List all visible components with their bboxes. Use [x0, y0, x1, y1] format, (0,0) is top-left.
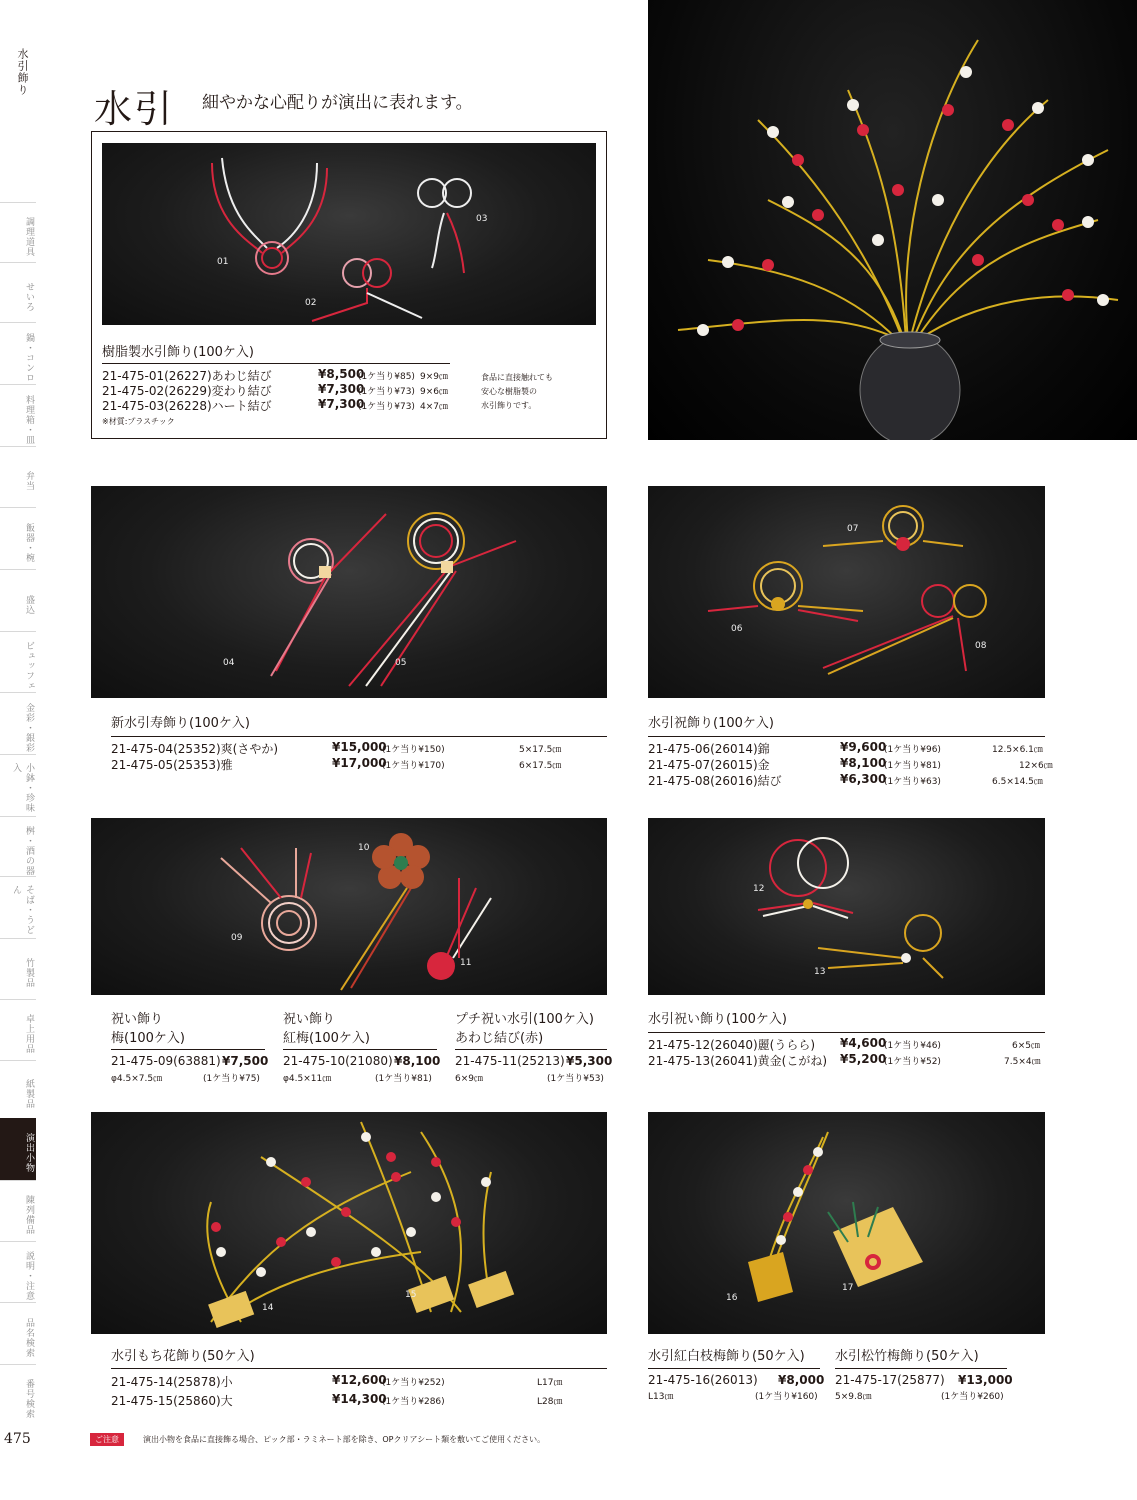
product-name: 水引祝い飾り(100ケ入) [648, 1012, 787, 1027]
sidebar-title: 水引飾り [16, 48, 29, 96]
photo-number: 07 [847, 524, 859, 534]
unit-price: (1ケ当り¥252) [382, 1378, 445, 1388]
product-code: 21-475-13(26041)黄金(こがね) [648, 1054, 828, 1068]
sidebar-item: 弁当 [0, 446, 36, 507]
divider [835, 1368, 1007, 1369]
product-size: 9×9㎝ [420, 372, 448, 382]
product-name: 祝い飾り [111, 1012, 164, 1027]
product-price: ¥6,300 [840, 772, 887, 786]
unit-price: (1ケ当り¥160) [755, 1392, 818, 1402]
product-size: L28㎝ [537, 1397, 563, 1407]
product-name: あわじ結び(赤) [455, 1031, 544, 1046]
unit-price: (1ケ当り¥81) [375, 1074, 432, 1084]
product-code: 21-475-09(63881) [111, 1054, 221, 1068]
sidebar-item: 飯器・椀 [0, 507, 36, 569]
photo-kotobuki [91, 486, 607, 698]
sidebar-item: 番号検索 [0, 1364, 36, 1424]
sidebar-item: そば・うどん [0, 876, 36, 938]
product-code: 21-475-03(26228)ハート結び [102, 399, 272, 413]
product-price: ¥8,000 [778, 1373, 825, 1387]
photo-number: 03 [476, 214, 488, 224]
product-code: 21-475-11(25213) [455, 1054, 565, 1068]
sidebar-item: 説明・注意 [0, 1241, 36, 1302]
product-size: 12×6㎝ [1019, 761, 1053, 771]
photo-ume [91, 818, 607, 995]
unit-price: (1ケ当り¥85) [358, 372, 415, 382]
unit-price: (1ケ当り¥53) [547, 1074, 604, 1084]
product-name: 樹脂製水引飾り(100ケ入) [102, 345, 254, 360]
product-price: ¥9,600 [840, 740, 887, 754]
photo-number: 04 [223, 658, 235, 668]
sidebar-item: 調理道具 [0, 202, 36, 262]
product-name: 祝い飾り [283, 1012, 336, 1027]
product-size: φ4.5×7.5㎝ [111, 1074, 163, 1084]
product-size: 6×17.5㎝ [519, 761, 562, 771]
sidebar-item: せいろ [0, 262, 36, 322]
photo-number: 06 [731, 624, 743, 634]
product-code: 21-475-02(26229)変わり結び [102, 384, 272, 398]
divider [102, 363, 450, 364]
product-size: 6×9㎝ [455, 1074, 483, 1084]
product-size: 4×7㎝ [420, 402, 448, 412]
unit-price: (1ケ当り¥46) [884, 1041, 941, 1051]
page-number: 475 [4, 1431, 31, 1447]
product-code: 21-475-16(26013) [648, 1373, 758, 1387]
product-size: 12.5×6.1㎝ [992, 745, 1043, 755]
caution-text: 演出小物を食品に直接飾る場合、ピック部・ラミネート部を除き、OPクリアシート類を敷いてご使用ください。 [143, 1435, 546, 1444]
product-size: 6.5×14.5㎝ [992, 777, 1043, 787]
photo-number: 01 [217, 257, 229, 267]
product-code: 21-475-05(25353)雅 [111, 758, 233, 772]
photo-number: 02 [305, 298, 317, 308]
product-code: 21-475-17(25877) [835, 1373, 945, 1387]
divider [455, 1049, 607, 1050]
sidebar-item: 紙製品 [0, 1060, 36, 1118]
sidebar-item: 小鉢・珍味入 [0, 754, 36, 816]
unit-price: (1ケ当り¥286) [382, 1397, 445, 1407]
photo-number: 14 [262, 1303, 274, 1313]
photo-mochibana [91, 1112, 607, 1334]
product-code: 21-475-08(26016)結び [648, 774, 782, 788]
sidebar-item: 陳列備品 [0, 1180, 36, 1241]
unit-price: (1ケ当り¥73) [358, 402, 415, 412]
product-size: L13㎝ [648, 1392, 674, 1402]
product-price: ¥8,100 [840, 756, 887, 770]
divider [111, 1049, 265, 1050]
photo-resin-mizuhiki [102, 143, 596, 325]
product-price: ¥5,300 [566, 1054, 613, 1068]
product-size: 5×9.8㎝ [835, 1392, 872, 1402]
divider [648, 1368, 820, 1369]
unit-price: (1ケ当り¥63) [884, 777, 941, 787]
page-subtitle: 細やかな心配りが演出に表れます。 [202, 93, 473, 113]
product-price: ¥17,000 [332, 756, 387, 770]
product-price: ¥12,600 [332, 1373, 387, 1387]
product-code: 21-475-07(26015)金 [648, 758, 770, 772]
sidebar-item: 金彩・銀彩 [0, 692, 36, 754]
divider [648, 1032, 1045, 1033]
product-size: 7.5×4㎝ [1004, 1057, 1041, 1067]
photo-number: 10 [358, 843, 370, 853]
product-code: 21-475-04(25352)爽(さやか) [111, 742, 279, 756]
photo-edaume-shochikubai [648, 1112, 1045, 1334]
product-code: 21-475-01(26227)あわじ結び [102, 369, 272, 383]
sidebar-item: 料理箱・皿 [0, 384, 36, 446]
photo-iwai-kazari-2 [648, 818, 1045, 995]
caution-badge: ご注意 [90, 1433, 124, 1446]
unit-price: (1ケ当り¥170) [382, 761, 445, 771]
product-code: 21-475-06(26014)錦 [648, 742, 770, 756]
product-name: 水引祝飾り(100ケ入) [648, 716, 774, 731]
hero-photo [648, 0, 1137, 440]
photo-number: 11 [460, 958, 472, 968]
product-name: 紅梅(100ケ入) [283, 1031, 370, 1046]
divider [283, 1049, 437, 1050]
photo-iwai-kazari [648, 486, 1045, 698]
description-line: 安心な樹脂製の [481, 387, 537, 396]
divider [648, 736, 1045, 737]
photo-number: 15 [405, 1290, 417, 1300]
unit-price: (1ケ当り¥96) [884, 745, 941, 755]
page-title: 水引 [94, 87, 175, 131]
divider [111, 1368, 607, 1369]
product-size: 9×6㎝ [420, 387, 448, 397]
product-size: 6×5㎝ [1012, 1041, 1040, 1051]
photo-number: 13 [814, 967, 826, 977]
photo-number: 12 [753, 884, 765, 894]
unit-price: (1ケ当り¥52) [884, 1057, 941, 1067]
photo-number: 16 [726, 1293, 738, 1303]
product-price: ¥4,600 [840, 1036, 887, 1050]
unit-price: (1ケ当り¥150) [382, 745, 445, 755]
product-name: 水引松竹梅飾り(50ケ入) [835, 1349, 979, 1364]
product-size: 5×17.5㎝ [519, 745, 562, 755]
product-name: 水引もち花飾り(50ケ入) [111, 1349, 255, 1364]
unit-price: (1ケ当り¥81) [884, 761, 941, 771]
sidebar-item: 品名検索 [0, 1302, 36, 1364]
unit-price: (1ケ当り¥75) [203, 1074, 260, 1084]
product-price: ¥7,300 [318, 382, 365, 396]
description-line: 食品に直接触れても [481, 373, 553, 382]
product-price: ¥7,300 [318, 397, 365, 411]
photo-number: 17 [842, 1283, 854, 1293]
unit-price: (1ケ当り¥260) [941, 1392, 1004, 1402]
product-name: 梅(100ケ入) [111, 1031, 185, 1046]
sidebar-item: 竹製品 [0, 938, 36, 999]
photo-number: 08 [975, 641, 987, 651]
product-code: 21-475-12(26040)麗(うらら) [648, 1038, 816, 1052]
product-price: ¥8,500 [318, 367, 365, 381]
product-price: ¥8,100 [394, 1054, 441, 1068]
description-line: 水引飾りです。 [481, 401, 537, 410]
product-code: 21-475-15(25860)大 [111, 1394, 233, 1408]
sidebar-item: 盛込 [0, 569, 36, 631]
unit-price: (1ケ当り¥73) [358, 387, 415, 397]
product-price: ¥15,000 [332, 740, 387, 754]
product-code: 21-475-14(25878)小 [111, 1375, 233, 1389]
product-size: φ4.5×11㎝ [283, 1074, 332, 1084]
sidebar-item: 桝・酒の器 [0, 816, 36, 876]
divider [111, 736, 607, 737]
sidebar-item: 卓上用品 [0, 999, 36, 1060]
product-size: L17㎝ [537, 1378, 563, 1388]
product-price: ¥5,200 [840, 1052, 887, 1066]
product-code: 21-475-10(21080) [283, 1054, 393, 1068]
product-price: ¥14,300 [332, 1392, 387, 1406]
sidebar-item: ビュッフェ [0, 631, 36, 692]
photo-number: 09 [231, 933, 243, 943]
sidebar-item: 演出小物 [0, 1118, 36, 1180]
product-name: プチ祝い水引(100ケ入) [455, 1012, 594, 1027]
material-note: ※材質:プラスチック [102, 417, 175, 426]
sidebar-item: 鍋・コンロ [0, 322, 36, 384]
product-price: ¥7,500 [222, 1054, 269, 1068]
product-price: ¥13,000 [958, 1373, 1013, 1387]
product-name: 水引紅白枝梅飾り(50ケ入) [648, 1349, 805, 1364]
photo-number: 05 [395, 658, 407, 668]
product-name: 新水引寿飾り(100ケ入) [111, 716, 250, 731]
